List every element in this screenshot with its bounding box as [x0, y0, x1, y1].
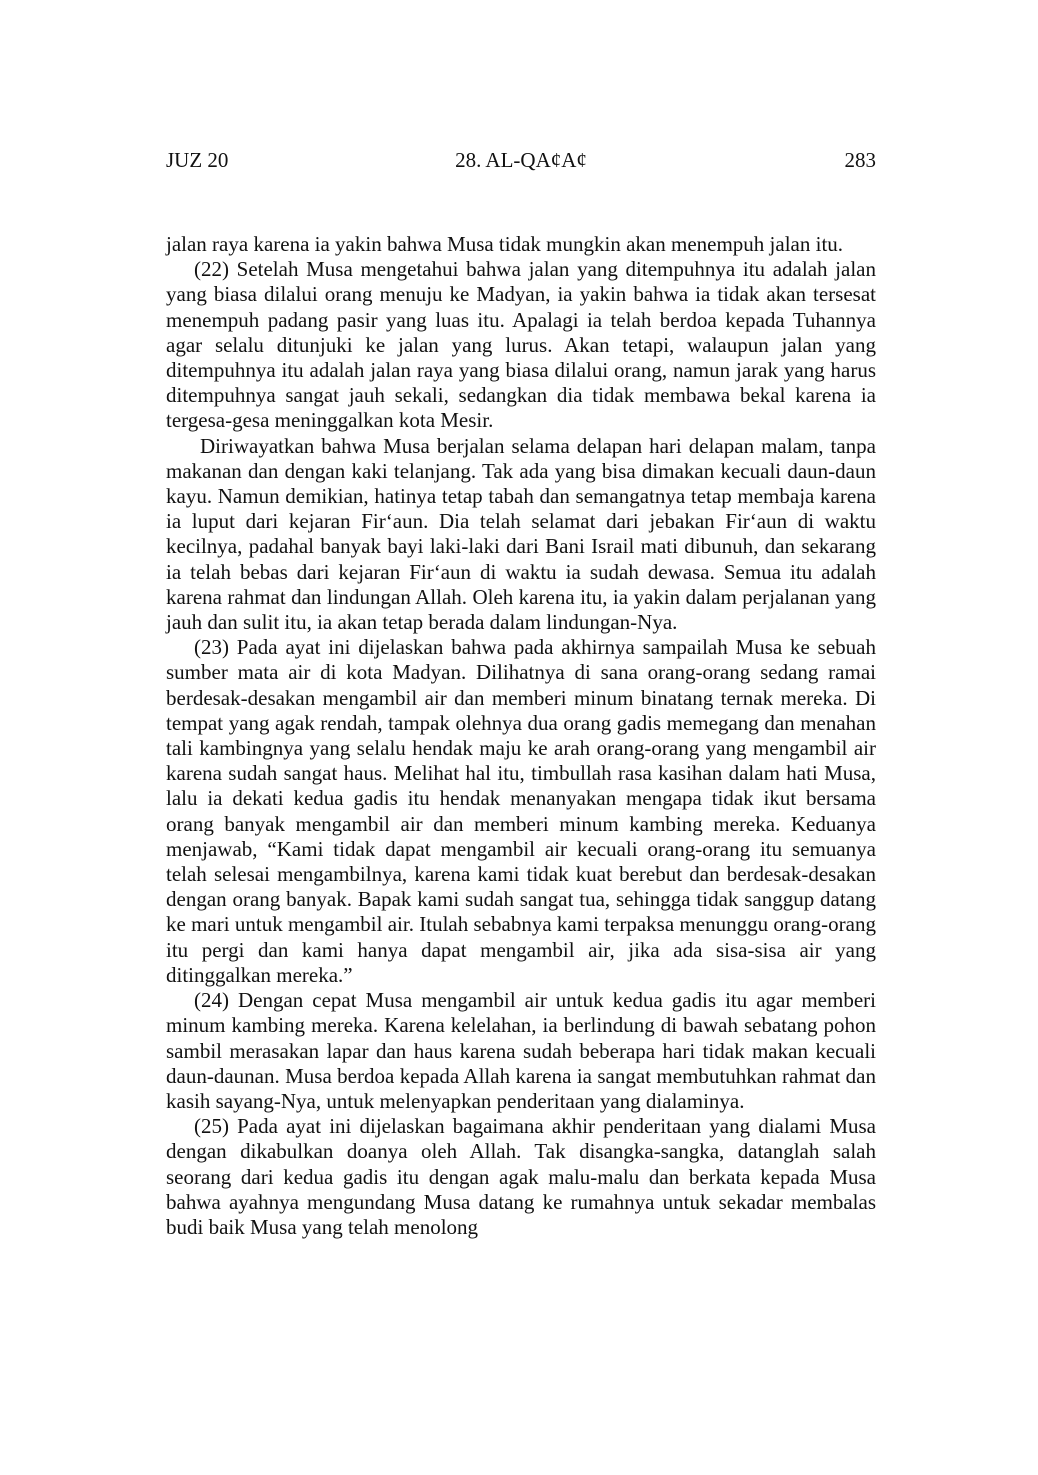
paragraph-continuation: jalan raya karena ia yakin bahwa Musa tidak mungkin akan menempuh jalan itu.	[166, 232, 844, 256]
paragraph-narration: Diriwayatkan bahwa Musa berjalan selama delapan hari delapan malam, tanpa makanan dan dengan kaki telanjang. Tak ada yang bisa dimakan kecuali daun-daun kayu. Namun demikian, hatinya tetap tabah dan semangatnya tetap membaja karena ia luput dari kejaran Fir‘aun. Dia telah selamat dari jebakan Fir‘aun di waktu kecilnya, padahal banyak bayi laki-laki dari Bani Israil mati dibunuh, dan sekarang ia telah bebas dari kejaran Fir‘aun di waktu ia sudah dewasa. Semua itu adalah karena rahmat dan lindungan Allah. Oleh karena itu, ia yakin dalam perjalanan yang jauh dan sulit itu, ia akan tetap berada dalam lindungan-Nya.	[166, 433, 876, 635]
paragraph-verse-22: (22) Setelah Musa mengetahui bahwa jalan yang ditempuhnya itu adalah jalan yang biasa dilalui orang menuju ke Madyan, ia yakin bahwa ia tidak akan tersesat menempuh padang pasir yang luas itu. Apalagi ia telah berdoa kepada Tuhannya agar selalu ditunjuki ke jalan yang lurus. Akan tetapi, walaupun jalan yang ditempuhnya itu adalah jalan raya yang biasa dilalui orang, namun jarak yang harus ditempuhnya sangat jauh sekali, sedangkan dia tidak membawa bekal karena ia tergesa-gesa meninggalkan kota Mesir.	[166, 257, 876, 433]
surah-title: 28. AL-QA¢A¢	[455, 148, 587, 172]
paragraph-verse-23: (23) Pada ayat ini dijelaskan bahwa pada akhirnya sampailah Musa ke sebuah sumber mata air di kota Madyan. Dilihatnya di sana orang-orang sedang ramai berdesak-desakan mengambil air dan memberi minum binatang ternak mereka. Di tempat yang agak rendah, tampak olehnya dua orang gadis memegang dan menahan tali kambingnya yang selalu hendak maju ke arah orang-orang yang mengambil air karena sudah sangat haus. Melihat hal itu, timbullah rasa kasihan dalam hati Musa, lalu ia dekati kedua gadis itu hendak menanyakan mengapa tidak ikut bersama orang banyak mengambil air dan memberi minum kambing mereka. Keduanya menjawab, “Kami tidak dapat mengambil air kecuali orang-orang itu semuanya telah selesai mengambilnya, karena kami tidak kuat berebut dan berdesak-desakan dengan orang banyak. Bapak kami sudah sangat tua, sehingga tidak sanggup datang ke mari untuk mengambil air. Itulah sebabnya kami terpaksa menunggu orang-orang itu pergi dan kami hanya dapat mengambil air, jika ada sisa-sisa air yang ditinggalkan mereka.”	[166, 635, 876, 987]
body-text	[166, 232, 876, 1240]
paragraph-verse-24: (24) Dengan cepat Musa mengambil air untuk kedua gadis itu agar memberi minum kambing mereka. Karena kelelahan, ia berlindung di bawah sebatang pohon sambil merasakan lapar dan haus karena sudah beberapa hari tidak makan kecuali daun-daunan. Musa berdoa kepada Allah karena ia sangat membutuhkan rahmat dan kasih sayang-Nya, untuk melenyapkan penderitaan yang dialaminya.	[166, 988, 876, 1113]
running-header	[166, 145, 876, 175]
paragraph-verse-25: (25) Pada ayat ini dijelaskan bagaimana akhir penderitaan yang dialami Musa dengan dikabulkan doanya oleh Allah. Tak disangka-sangka, datanglah salah seorang dari kedua gadis itu dengan agak malu-malu dan berkata kepada Musa bahwa ayahnya mengundang Musa datang ke rumahnya untuk sekadar membalas budi baik Musa yang telah menolong	[166, 1114, 876, 1239]
page	[166, 0, 876, 1475]
juz-label: JUZ 20	[166, 148, 229, 172]
page-number: 283	[844, 148, 876, 172]
